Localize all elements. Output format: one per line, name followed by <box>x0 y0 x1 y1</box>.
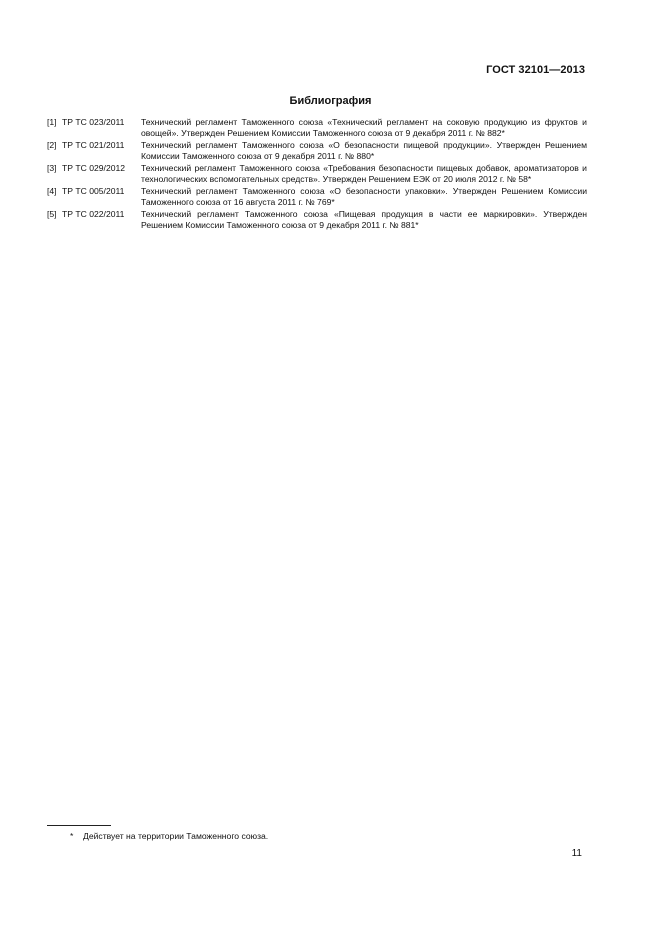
entry-text: Технический регламент Таможенного союза «Требования безопасности пищевых добавок, ароматизаторов и технологических вспомогательных средств». Утвержден Решением ЕЭК от 20 июля 2012 г. № 58* <box>141 163 587 184</box>
entry-text: Технический регламент Таможенного союза «Пищевая продукция в части ее маркировки». Утвержден Решением Комиссии Таможенного союза от 9 декабря 2011 г. № 881* <box>141 209 587 230</box>
footnote-mark: * <box>70 831 74 841</box>
entry-reference: ТР ТС 023/2011 <box>62 117 125 127</box>
entry-text: Технический регламент Таможенного союза «Технический регламент на соковую продукцию из фруктов и овощей». Утвержден Решением Комиссии Таможенного союза от 9 декабря 2011 г. № 882* <box>141 117 587 138</box>
entry-reference: ТР ТС 029/2012 <box>62 163 126 173</box>
document-code: ГОСТ 32101—2013 <box>486 64 585 76</box>
entry-reference: ТР ТС 021/2011 <box>62 140 125 150</box>
entry-text: Технический регламент Таможенного союза «О безопасности пищевой продукции». Утвержден Решением Комиссии Таможенного союза от 9 декабря 2011 г. № 880* <box>141 140 587 161</box>
bibliography-title: Библиография <box>289 95 372 107</box>
entry-text: Технический регламент Таможенного союза «О безопасности упаковки». Утвержден Решением Комиссии Таможенного союза от 16 августа 2011 г. № 769* <box>141 186 587 207</box>
entry-number: [2] <box>47 140 57 150</box>
bibliography-entry <box>47 163 587 185</box>
entry-number: [3] <box>47 163 57 173</box>
page-number: 11 <box>571 848 582 859</box>
entry-number: [1] <box>47 117 57 127</box>
bibliography-entry <box>47 117 587 139</box>
entry-reference: ТР ТС 005/2011 <box>62 186 125 196</box>
bibliography-entry <box>47 140 587 162</box>
bibliography-entry <box>47 186 587 208</box>
bibliography-entry <box>47 209 587 231</box>
footnote-text: Действует на территории Таможенного союза. <box>83 831 269 841</box>
entry-number: [5] <box>47 209 57 219</box>
bibliography-list <box>47 117 587 232</box>
footnote <box>70 831 268 842</box>
footnote-divider <box>47 825 111 826</box>
entry-number: [4] <box>47 186 57 196</box>
entry-reference: ТР ТС 022/2011 <box>62 209 125 219</box>
